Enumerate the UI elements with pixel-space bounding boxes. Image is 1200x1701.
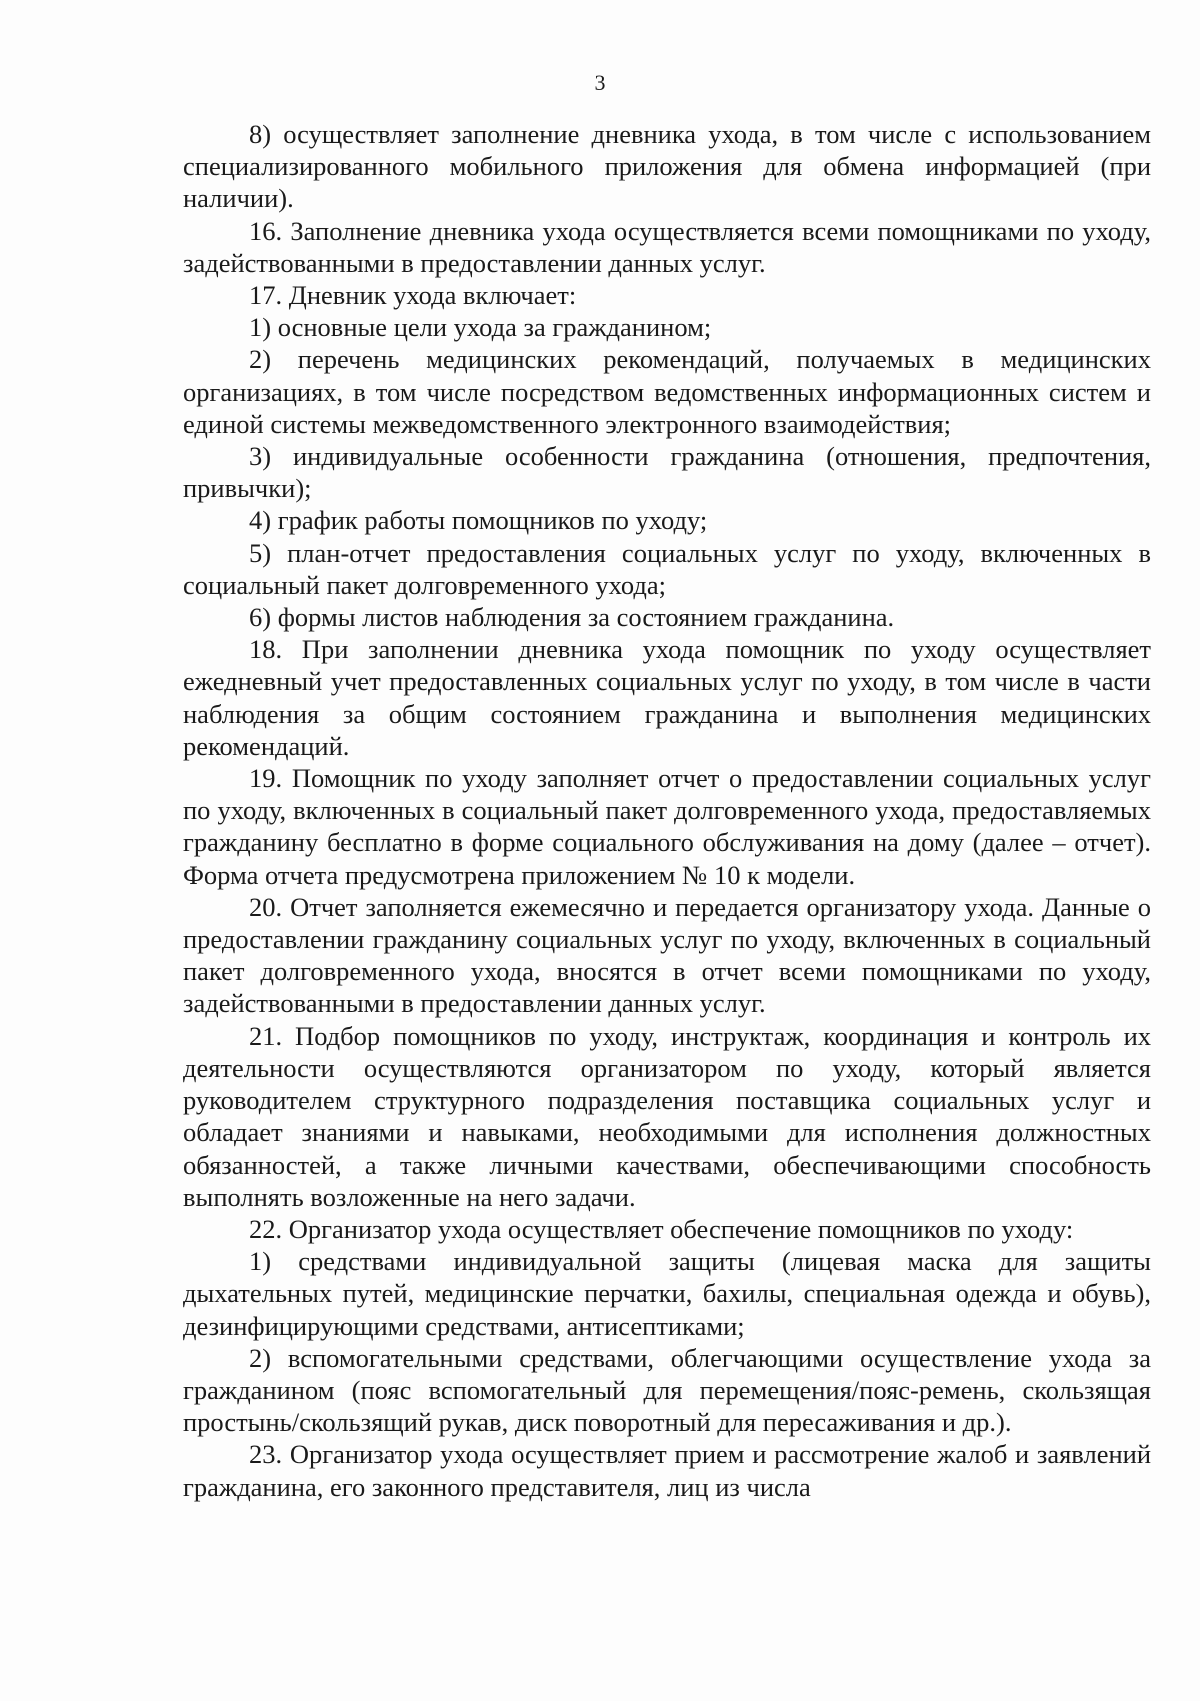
paragraph-18: 18. При заполнении дневника ухода помощник по уходу осуществляет ежедневный учет предоставленных социальных услуг по уходу, в том числе в части наблюдения за общим состоянием гражданина и выполнения медицинских рекомендаций. (183, 634, 1151, 761)
paragraph-20: 20. Отчет заполняется ежемесячно и передается организатору ухода. Данные о предоставлении гражданину социальных услуг по уходу, включенных в социальный пакет долговременного ухода, вносятся в отчет всеми помощниками по уходу, задействованными в предоставлении данных услуг. (183, 891, 1151, 1019)
paragraph-item-8: 8) осуществляет заполнение дневника ухода, в том числе с использованием специализированного мобильного приложения для обмена информацией (при наличии). (183, 119, 1151, 214)
paragraph-17-item-2: 2) перечень медицинских рекомендаций, получаемых в медицинских организациях, в том числе посредством ведомственных информационных систем и единой системы межведомственного электронного взаимодействия; (183, 344, 1151, 439)
paragraph-17-item-5: 5) план-отчет предоставления социальных услуг по уходу, включенных в социальный пакет долговременного ухода; (183, 537, 1151, 600)
page-number: 3 (594, 70, 606, 95)
paragraph-16: 16. Заполнение дневника ухода осуществляется всеми помощниками по уходу, задействованными в предоставлении данных услуг. (183, 215, 1151, 278)
paragraph-17-item-4: 4) график работы помощников по уходу; (249, 505, 708, 536)
paragraph-22: 22. Организатор ухода осуществляет обеспечение помощников по уходу: (249, 1213, 1074, 1244)
paragraph-19: 19. Помощник по уходу заполняет отчет о предоставлении социальных услуг по уходу, включенных в социальный пакет долговременного ухода, предоставляемых гражданину бесплатно в форме социального обслуживания на дому (далее – отчет). Форма отчета предусмотрена приложением № 10 к модели. (183, 763, 1151, 890)
paragraph-21: 21. Подбор помощников по уходу, инструктаж, координация и контроль их деятельности осуществляются организатором по уходу, который является руководителем структурного подразделения поставщика социальных услуг и обладает знаниями и навыками, необходимыми для исполнения должностных обязанностей, а также личными качествами, обеспечивающими способность выполнять возложенные на него задачи. (183, 1020, 1151, 1212)
paragraph-22-item-1: 1) средствами индивидуальной защиты (лицевая маска для защиты дыхательных путей, медицинские перчатки, бахилы, специальная одежда и обувь), дезинфицирующими средствами, антисептиками; (183, 1246, 1151, 1341)
paragraph-22-item-2: 2) вспомогательными средствами, облегчающими осуществление ухода за гражданином (пояс вспомогательный для перемещения/пояс-ремень, скользящая простынь/скользящий рукав, диск поворотный для пересаживания и др.). (183, 1342, 1151, 1438)
paragraph-17-item-3: 3) индивидуальные особенности гражданина (отношения, предпочтения, привычки); (183, 441, 1151, 504)
paragraph-17-item-1: 1) основные цели ухода за гражданином; (249, 312, 712, 343)
paragraph-17: 17. Дневник ухода включает: (249, 280, 577, 311)
paragraph-23: 23. Организатор ухода осуществляет прием и рассмотрение жалоб и заявлений гражданина, его законного представителя, лиц из числа (183, 1439, 1151, 1502)
document-body (183, 118, 1151, 1503)
paragraph-17-item-6: 6) формы листов наблюдения за состоянием гражданина. (249, 602, 895, 633)
